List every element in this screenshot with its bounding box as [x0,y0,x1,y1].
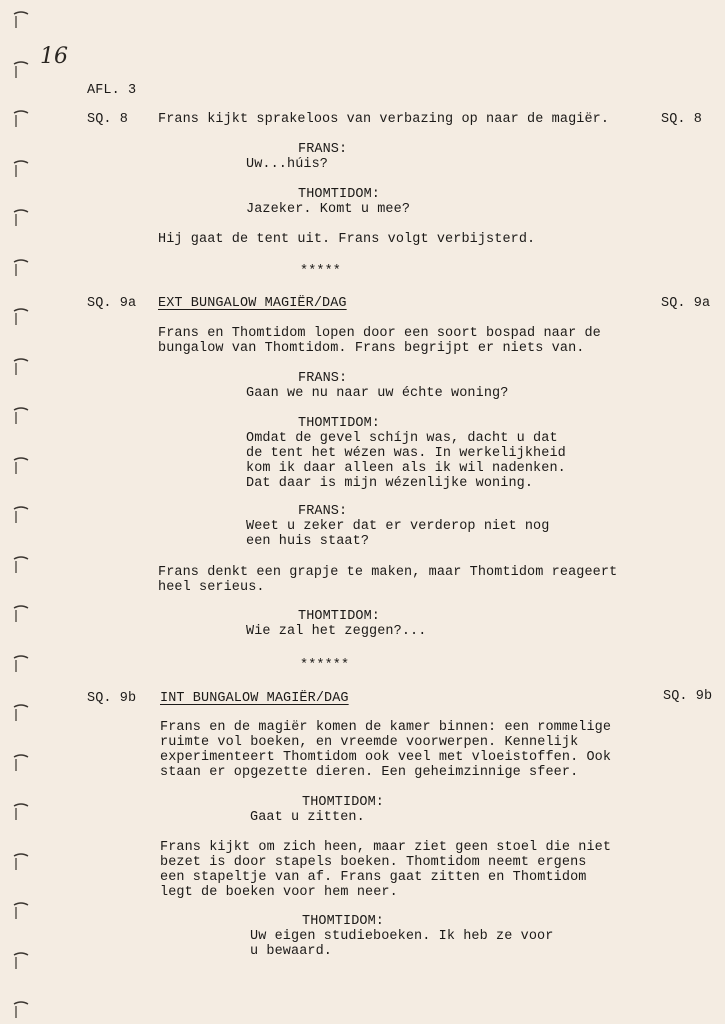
sq9a-label-left: SQ. 9a [87,296,137,311]
punch-hole-icon [10,998,32,1018]
speaker: THOMTIDOM: [302,795,385,810]
dialogue-line: Gaat u zitten. [250,810,365,825]
sq9a-action2-line: heel serieus. [158,580,265,595]
sq9a-action-line: bungalow van Thomtidom. Frans begrijpt er niets van. [158,341,585,356]
punch-hole-icon [10,305,32,325]
sq9a-heading: EXT BUNGALOW MAGIËR/DAG [158,296,347,311]
punch-hole-icon [10,157,32,177]
sq8-action2: Hij gaat de tent uit. Frans volgt verbijsterd. [158,232,536,247]
speaker: FRANS: [298,504,348,519]
punch-hole-icon [10,652,32,672]
punch-hole-icon [10,899,32,919]
dialogue-line: kom ik daar alleen als ik wil nadenken. [246,461,566,476]
episode-label: AFL. 3 [87,83,137,98]
speaker: THOMTIDOM: [298,187,381,202]
sq8-label-right: SQ. 8 [661,112,703,127]
sq9b-action2-line: legt de boeken voor hem neer. [160,885,398,900]
punch-hole-icon [10,58,32,78]
dialogue-line: Jazeker. Komt u mee? [246,202,411,217]
dialogue-line: Wie zal het zeggen?... [246,624,427,639]
speaker: FRANS: [298,371,348,386]
sq9b-action2-line: bezet is door stapels boeken. Thomtidom neemt ergens [160,855,587,870]
dialogue-line: u bewaard. [250,944,333,959]
separator: ****** [300,658,350,673]
sq8-action: Frans kijkt sprakeloos van verbazing op naar de magiër. [158,112,610,127]
sq9b-action-line: Frans en de magiër komen de kamer binnen: een rommelige [160,720,612,735]
sq9a-label-right: SQ. 9a [661,296,711,311]
punch-hole-icon [10,8,32,28]
dialogue-line: de tent het wézen was. In werkelijkheid [246,446,566,461]
dialogue-line: Weet u zeker dat er verderop niet nog [246,519,550,534]
punch-hole-icon [10,107,32,127]
dialogue-line: Uw eigen studieboeken. Ik heb ze voor [250,929,554,944]
punched-holes [0,0,40,1024]
sq9a-action-line: Frans en Thomtidom lopen door een soort bospad naar de [158,326,601,341]
speaker: FRANS: [298,142,348,157]
punch-hole-icon [10,602,32,622]
sq9b-action-line: ruimte vol boeken, en vreemde voorwerpen. Kennelijk [160,735,579,750]
punch-hole-icon [10,850,32,870]
page-number-handwritten: 16 [40,44,68,69]
punch-hole-icon [10,454,32,474]
punch-hole-icon [10,355,32,375]
dialogue-line: Omdat de gevel schíjn was, dacht u dat [246,431,558,446]
punch-hole-icon [10,553,32,573]
sq8-label-left: SQ. 8 [87,112,129,127]
dialogue-line: Gaan we nu naar uw échte woning? [246,386,509,401]
sq9b-heading: INT BUNGALOW MAGIËR/DAG [160,691,349,706]
punch-hole-icon [10,701,32,721]
punch-hole-icon [10,949,32,969]
sq9b-action2-line: een stapeltje van af. Frans gaat zitten en Thomtidom [160,870,587,885]
sq9b-action-line: experimenteert Thomtidom ook veel met vloeistoffen. Ook [160,750,612,765]
speaker: THOMTIDOM: [298,416,381,431]
dialogue-line: een huis staat? [246,534,370,549]
dialogue-line: Uw...húis? [246,157,329,172]
separator: ***** [300,264,342,279]
punch-hole-icon [10,800,32,820]
sq9b-label-right: SQ. 9b [663,689,713,704]
punch-hole-icon [10,404,32,424]
punch-hole-icon [10,751,32,771]
dialogue-line: Dat daar is mijn wézenlijke woning. [246,476,534,491]
punch-hole-icon [10,256,32,276]
punch-hole-icon [10,206,32,226]
sq9a-action2-line: Frans denkt een grapje te maken, maar Thomtidom reageert [158,565,618,580]
sq9b-action2-line: Frans kijkt om zich heen, maar ziet geen stoel die niet [160,840,612,855]
sq9b-label-left: SQ. 9b [87,691,137,706]
speaker: THOMTIDOM: [298,609,381,624]
sq9b-action-line: staan er opgezette dieren. Een geheimzinnige sfeer. [160,765,579,780]
punch-hole-icon [10,503,32,523]
speaker: THOMTIDOM: [302,914,385,929]
